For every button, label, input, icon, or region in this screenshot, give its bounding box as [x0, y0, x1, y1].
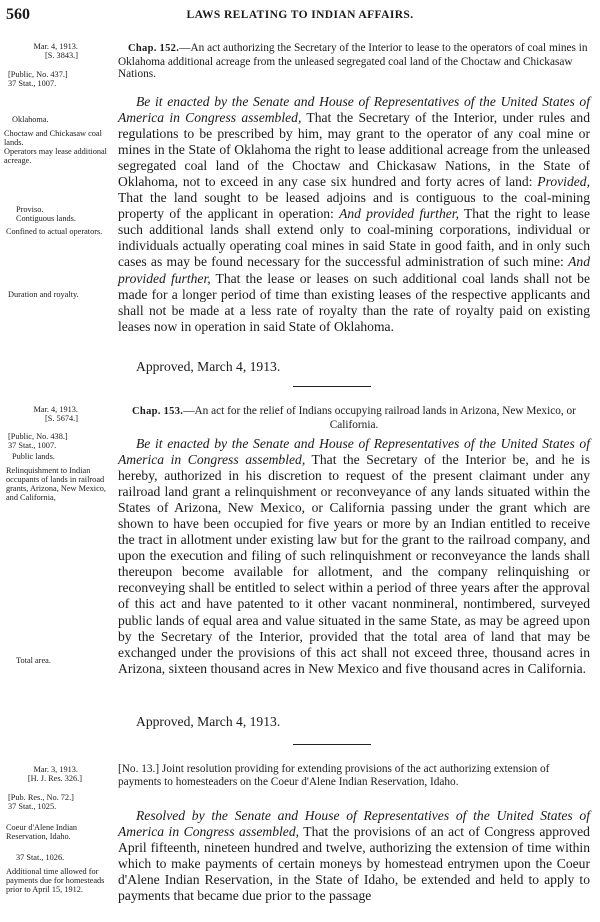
r13-text: That the provisions of an act of Congress approved April fifteenth, nineteen hundred and twelve, authorizing the extension of time within which to make payments of certain moneys by homestead entrymen upon the Coeur d'Alene Indian Reservation, in the State of Idaho, be extended and held to apply to payments that became due prior to the passage [118, 824, 590, 904]
c152-note-oklahoma: Oklahoma. [12, 115, 49, 124]
r13-note-coeur: Coeur d'Alene Indian Reservation, Idaho. [6, 823, 78, 841]
c152-chap-label: Chap. 152. [128, 43, 180, 54]
c152-bill: [S. 3843.] [45, 51, 78, 60]
r13-note-stat: 37 Stat., 1026. [16, 853, 65, 862]
r13-note-additional: Additional time allowed for payments due for homesteads prior to April 15, 1912. [6, 867, 105, 894]
c153-body [118, 436, 590, 677]
c152-note-confined: Confined to actual operators. [6, 227, 103, 236]
r13-public: [Pub. Res., No. 72.] [8, 793, 74, 802]
r13-resolved: Resolved by the Senate and House of Representatives of the United States of America in Congress assembled, [118, 808, 590, 840]
c153-paragraph [118, 436, 590, 677]
c153-title-text: —An act for the relief of Indians occupying railroad lands in Arizona, New Mexico, or California. [183, 405, 576, 431]
r13-paragraph [118, 808, 590, 904]
c152-note-duration: Duration and royalty. [8, 290, 79, 299]
c153-approved: Approved, March 4, 1913. [136, 714, 281, 729]
page-number: 560 [6, 6, 30, 23]
c153-enacting: Be it enacted by the Senate and House of Representatives of the United States of America in Congress assembled, [118, 436, 590, 468]
c153-public: [Public, No. 438.] [8, 432, 68, 441]
running-title: LAWS RELATING TO INDIAN AFFAIRS. [186, 9, 414, 21]
r13-title-text: Joint resolution providing for extending provisions of the act authorizing extension of payments to homesteaders on the Coeur d'Alene Indian Reservation, Idaho. [118, 763, 550, 788]
c153-note-public-lands: Public lands. [12, 452, 55, 461]
c152-title [118, 42, 590, 81]
c152-text-4: That the lease or leases on such additional coal lands shall not be made for a longer period of time than existing leases of the respective applicants and shall not be made at a less rate of royalty than the rate of royalty paid on existing leases now in operation in said State of Oklahoma. [118, 270, 591, 334]
c152-date: Mar. 4, 1913. [33, 42, 78, 51]
r13-date: Mar. 3, 1913. [33, 765, 78, 774]
c153-title [118, 405, 590, 431]
c152-text-1: That the Secretary of the Interior, under rules and regulations to be prescribed by him, may grant to the operator of any coal mine or mines in the State of Oklahoma the right to lease additional acreage from the unleased segregated coal land of the Choctaw and Chickasaw Nations, in the State of Oklahoma, not to exceed in any case six hundred and forty acres of land: [118, 110, 590, 190]
c153-stat: 37 Stat., 1007. [8, 441, 57, 450]
c153-bill: [S. 5674.] [45, 414, 78, 423]
r13-body [118, 808, 590, 904]
c152-stat: 37 Stat., 1007. [8, 79, 57, 88]
c153-note-relinquishment: Relinquishment to Indian occupants of lands in railroad grants, Arizona, New Mexico, and California, [6, 466, 106, 502]
c152-text-3: That the right to lease such additional lands shall extend only to coal-mining corporations, individual or individuals actually operating coal mines in said State in good faith, and in only such cases as may be found necessary for the successful administration of such mine: [118, 206, 590, 270]
c152-enacting: Be it enacted by the Senate and House of Representatives of the United States of America in Congress assembled, [118, 94, 590, 126]
divider-2 [293, 744, 371, 745]
r13-stat: 37 Stat., 1025. [8, 802, 57, 811]
c152-provided-further-2: And provided further, [118, 254, 590, 286]
c152-provided-further: And provided further, [339, 206, 459, 222]
divider-1 [293, 386, 371, 387]
r13-label: [No. 13.] [118, 763, 160, 775]
c152-text-2: That the land sought to be leased adjoins and is contiguous to the coal-mining property of the applicant in operation: [118, 190, 590, 222]
c153-note-total-area: Total area. [16, 656, 51, 665]
c152-provided: Provided, [537, 174, 590, 190]
c153-date: Mar. 4, 1913. [33, 405, 78, 414]
c152-approved: Approved, March 4, 1913. [136, 359, 281, 374]
r13-title [118, 763, 590, 788]
c152-public: [Public, No. 437.] [8, 70, 68, 79]
c153-chap-label: Chap. 153. [132, 406, 184, 417]
r13-bill: [H. J. Res. 326.] [27, 774, 82, 783]
c152-paragraph [118, 94, 590, 335]
c152-title-text: —An act authorizing the Secretary of the Interior to lease to the operators of coal mines in Oklahoma additional acreage from the unleased segregated coal land of the Choctaw and Chickasaw Nations. [118, 42, 588, 80]
c152-body [118, 94, 590, 335]
c153-text: That the Secretary of the Interior be, and he is hereby, authorized in his discretion to request of the present claimant under any railroad land grant a relinquishment or reconveyance of any lands situated within the States of Arizona, New Mexico, or California passing under the grant which are shown to have been occupied for five years or more by an Indian entitled to receive the tract in allotment under existing law but for the grant to the railroad company, and upon the execution and filing of such relinquishment or reconveyance the lands shall thereupon become available for allotment, and the company relinquishing or reconveying shall be entitled to select within a period of three years after the approval of this act and have patented to it other vacant nonmineral, nontimbered, surveyed public lands of equal area and value situated in the same State, as may be agreed upon by the Secretary of the Interior, provided that the total area of land that may be exchanged under the provisions of this act shall not exceed three, thousand acres in Arizona, sixteen thousand acres in New Mexico and five thousand acres in California. [118, 452, 590, 676]
c152-note-proviso: Proviso. Contiguous lands. [16, 205, 76, 223]
page-header [6, 6, 594, 26]
c152-note-choctaw: Choctaw and Chickasaw coal lands. Operators may lease additional acreage. [4, 129, 107, 165]
